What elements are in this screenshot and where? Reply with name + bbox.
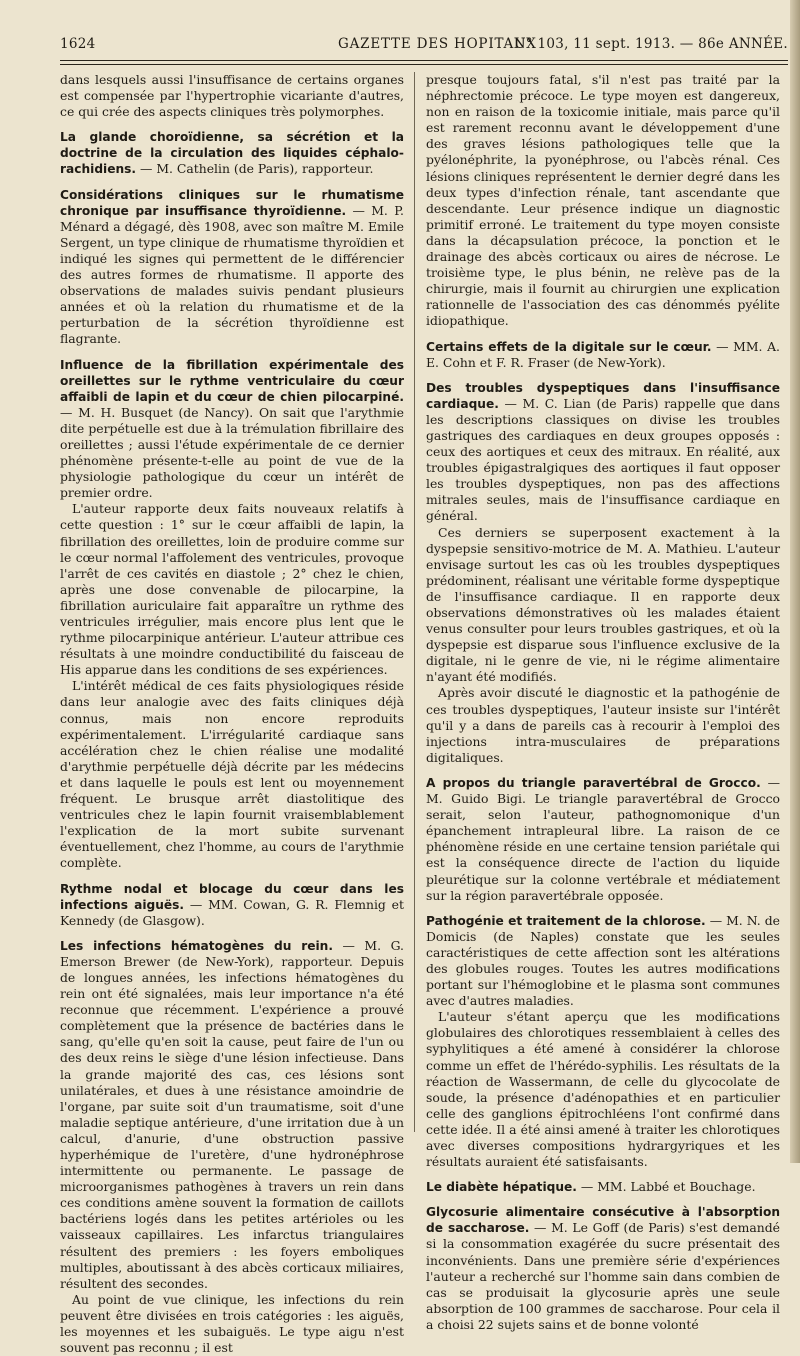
article-title: Pathogénie et traitement de la chlorose. [426, 913, 706, 928]
article [426, 339, 780, 371]
article-body: — M. H. Busquet (de Nancy). On sait que l'arythmie dite perpétuelle est due à la trémulation fibrillaire des oreillettes ; aussi l'étude expérimentale de ce dernier phénomène présente-t-elle au point de vue de la physiologie pathologique du cœur un intérêt de premier ordre. [60, 404, 404, 501]
paragraph: L'auteur rapporte deux faits nouveaux relatifs à cette question : 1° sur le cœur affaibli de lapin, la fibrillation des oreillettes, loin de produire comme sur le cœur normal l'affolement des ventricules, provoque l'arrêt de ces cavités en diastole ; 2° chez le chien, après une dose convenable de pilocarpine, la fibrillation auriculaire fait apparaître un rythme des ventricules irrégulier, mais encore plus lent que le rythme pilocarpinique antérieur. L'auteur attribue ces résultats à une moindre conductibilité du faisceau de His apparue dans les conditions de ses expériences. [60, 501, 404, 678]
article [426, 1204, 780, 1333]
issue-info: N° 103, 11 sept. 1913. — 86e ANNÉE. [513, 36, 788, 52]
article [60, 187, 404, 348]
article [426, 913, 780, 1171]
paragraph: L'intérêt médical de ces faits physiologiques réside dans leur analogie avec des faits cliniques déjà connus, mais non encore reproduits expérimentalement. L'irrégularité cardiaque sans accélération chez le chien réalise une modalité d'arythmie perpétuelle déjà décrite par les médecins et dans laquelle le pouls est lent ou moyennement fréquent. Le brusque arrêt diastolitique des ventricules chez le lapin fournit vraisemblablement l'explication de la mort subite survenant éventuellement, chez l'homme, au cours de l'arythmie complète. [60, 678, 404, 871]
page-number: 1624 [60, 36, 96, 52]
column-divider [414, 72, 415, 1132]
article-title: Glycosurie alimentaire consécutive à l'absorption de saccharose. [426, 1205, 780, 1236]
article-byline: — M. Cathelin (de Paris), rapporteur. [140, 161, 374, 177]
article-continuation [60, 72, 404, 120]
article-title: Les infections hématogènes du rein. [60, 938, 333, 953]
article-byline: — MM. Cowan, G. R. Flemnig et Kennedy (de Glasgow). [60, 896, 404, 928]
paragraph: dans lesquels aussi l'insuffisance de certains organes est compensée par l'hypertrophie vicariante d'autres, ce qui crée des aspects cliniques très polymorphes. [60, 72, 404, 120]
paragraph: L'auteur s'étant aperçu que les modifications globulaires des chlorotiques ressemblaient à celles des syphylitiques a été amené à considérer la chlorose comme un effet de l'hérédo-syphilis. Les résultats de la réaction de Wassermann, de celle du glycocolate de soude, la présence d'adénopathies et en particulier celle des ganglions épitrochléens l'ont confirmé dans cette idée. Il a été ainsi amené à traiter les chlorotiques avec diverses compositions hydrargyriques et les résultats auraient été satisfaisants. [426, 1009, 780, 1170]
paragraph: presque toujours fatal, s'il n'est pas traité par la néphrectomie précoce. Le type moyen est dangereux, non en raison de la toxicomie initiale, mais parce qu'il est rarement reconnu avant le développement d'une des graves lésions pathologiques telle que la pyélonéphrite, la pyonéphrose, ou l'abcès rénal. Ces lésions cliniques représentent le dernier degré dans les deux types d'infection rénale, tant ascendante que descendante. Leur présence indique un diagnostic primitif erroné. Le traitement du type moyen consiste dans la décapsulation précoce, la ponction et le drainage des abcès corticaux ou aires de nécrose. Le troisième type, le plus bénin, ne relève pas de la chirurgie, mais il fournit au chirurgien une explication rationnelle de l'association des cas dénommés pyélite idiopathique. [426, 72, 780, 329]
article [60, 938, 404, 1356]
article-title: Des troubles dyspeptiques dans l'insuffisance cardiaque. [426, 380, 780, 411]
article-title: Influence de la fibrillation expérimentale des oreillettes sur le rythme ventriculaire du cœur affaibli de lapin et du cœur de chien pilocarpiné. [60, 357, 404, 404]
article-byline: — MM. Labbé et Bouchage. [580, 1179, 756, 1195]
article [60, 881, 404, 929]
article-title: Certains effets de la digitale sur le cœur. [426, 339, 712, 354]
article-title: La glande choroïdienne, sa sécrétion et la doctrine de la circulation des liquides céphalo-rachidiens. [60, 130, 404, 177]
journal-title: GAZETTE DES HOPITAUX [338, 36, 537, 52]
header-rule-thin [60, 64, 788, 65]
article [60, 357, 404, 872]
article-body: — M. G. Emerson Brewer (de New-York), rapporteur. Depuis de longues années, les infections hématogènes du rein ont été signalées, mais leur importance n'a été reconnue que récemment. L'expérience a prouvé complètement que la présence de bactéries dans le sang, qu'elle qu'en soit la cause, peut faire de l'un ou des deux reins le siège d'une lésion infectieuse. Dans la grande majorité des cas, ces lésions sont unilatérales, et dues à une résistance amoindrie de l'organe, par suite soit d'un traumatisme, soit d'une maladie septique antérieure, d'une irritation due à un calcul, d'anurie, d'une obstruction passive hyperhémique de l'uretère, d'une hydronéphrose intermittente ou permanente. Le passage de microorganismes pathogènes à travers un rein dans ces conditions amène souvent la formation de caillots bactériens logés dans les petites artérioles ou les vaisseaux capillaires. Les infarctus triangulaires résultent des premiers : les foyers emboliques multiples, aboutissant à des abcès corticaux miliaires, résultent des secondes. [60, 937, 404, 1291]
article [426, 380, 780, 766]
article-body: — M. C. Lian (de Paris) rappelle que dans les descriptions classiques on divise les troubles gastriques des cardiaques en deux groupes opposés : ceux des aortiques et ceux des mitraux. En réalité, aux troubles épigastralgiques des aortiques il faut opposer les troubles dyspeptiques, non pas des affections mitrales seules, mais de l'insuffisance cardiaque en général. [426, 395, 780, 524]
article-title: Le diabète hépatique. [426, 1180, 577, 1195]
article-title: Rythme nodal et blocage du cœur dans les infections aiguës. [60, 881, 404, 912]
article-body: — M. P. Ménard a dégagé, dès 1908, avec son maître M. Emile Sergent, un type clinique de rhumatisme thyroïdien et indiqué les signes qui permettent de le différencier des autres formes de rhumatisme. Il apporte des observations de malades suivis pendant plusieurs années et où la relation du rhumatisme et de la perturbation de la sécrétion thyroïdienne est flagrante. [60, 202, 404, 347]
page-header [60, 36, 788, 56]
paragraph: Ces derniers se superposent exactement à la dyspepsie sensitivo-motrice de M. A. Mathieu. L'auteur envisage surtout les cas où les troubles dyspeptiques prédominent, réalisant une véritable forme dyspeptique de l'insuffisance cardiaque. Il en rapporte deux observations démonstratives où les malades étaient venus consulter pour leurs troubles gastriques, et où la dyspepsie est disparue sous l'influence exclusive de la digitale, ni le genre de vie, ni le régime alimentaire n'ayant été modifiés. [426, 524, 780, 685]
article-title: Considérations cliniques sur le rhumatisme chronique par insuffisance thyroïdienne. [60, 187, 404, 218]
paragraph: Après avoir discuté le diagnostic et la pathogénie de ces troubles dyspeptiques, l'auteur insiste sur l'intérêt qu'il y a dans de pareils cas à recourir à l'emploi des injections intra-musculaires de préparations digitaliques. [426, 685, 780, 765]
article [426, 775, 780, 904]
article-continuation [426, 72, 780, 330]
left-column [60, 72, 404, 1356]
header-rule [60, 60, 788, 61]
right-column [426, 72, 780, 1333]
article-body: — M. N. de Domicis (de Naples) constate que les seules caractéristiques de cette affection sont les altérations des globules rouges. Toutes les autres modifications portant sur l'hémoglobine et le plasma sont communes avec d'autres maladies. [426, 912, 780, 1009]
article-body: — M. Guido Bigi. Le triangle paravertébral de Grocco serait, selon l'auteur, pathognomonique d'un épanchement intrapleural libre. La raison de ce phénomène réside en une certaine tension pariétale qui est la conséquence directe de l'action du liquide pleurétique sur la colonne vertébrale et médiatement sur la région paravertébrale opposée. [426, 774, 780, 903]
article [60, 129, 404, 177]
paragraph: Au point de vue clinique, les infections du rein peuvent être divisées en trois catégories : les aiguës, les moyennes et les subaiguës. Le type aigu n'est souvent pas reconnu ; il est [60, 1291, 404, 1356]
article-title: A propos du triangle paravertébral de Grocco. [426, 775, 761, 790]
page-edge [790, 0, 800, 1163]
article-byline: — MM. A. E. Cohn et F. R. Fraser (de New-York). [426, 338, 780, 370]
article [426, 1179, 780, 1195]
article-body: — M. Le Goff (de Paris) s'est demandé si la consommation exagérée du sucre présentait des inconvénients. Dans une première série d'expériences l'auteur a recherché sur l'homme sain dans combien de cas se produisait la glycosurie après une seule absorption de 100 grammes de saccharose. Pour cela il a choisi 22 sujets sains et de bonne volonté [426, 1220, 780, 1332]
